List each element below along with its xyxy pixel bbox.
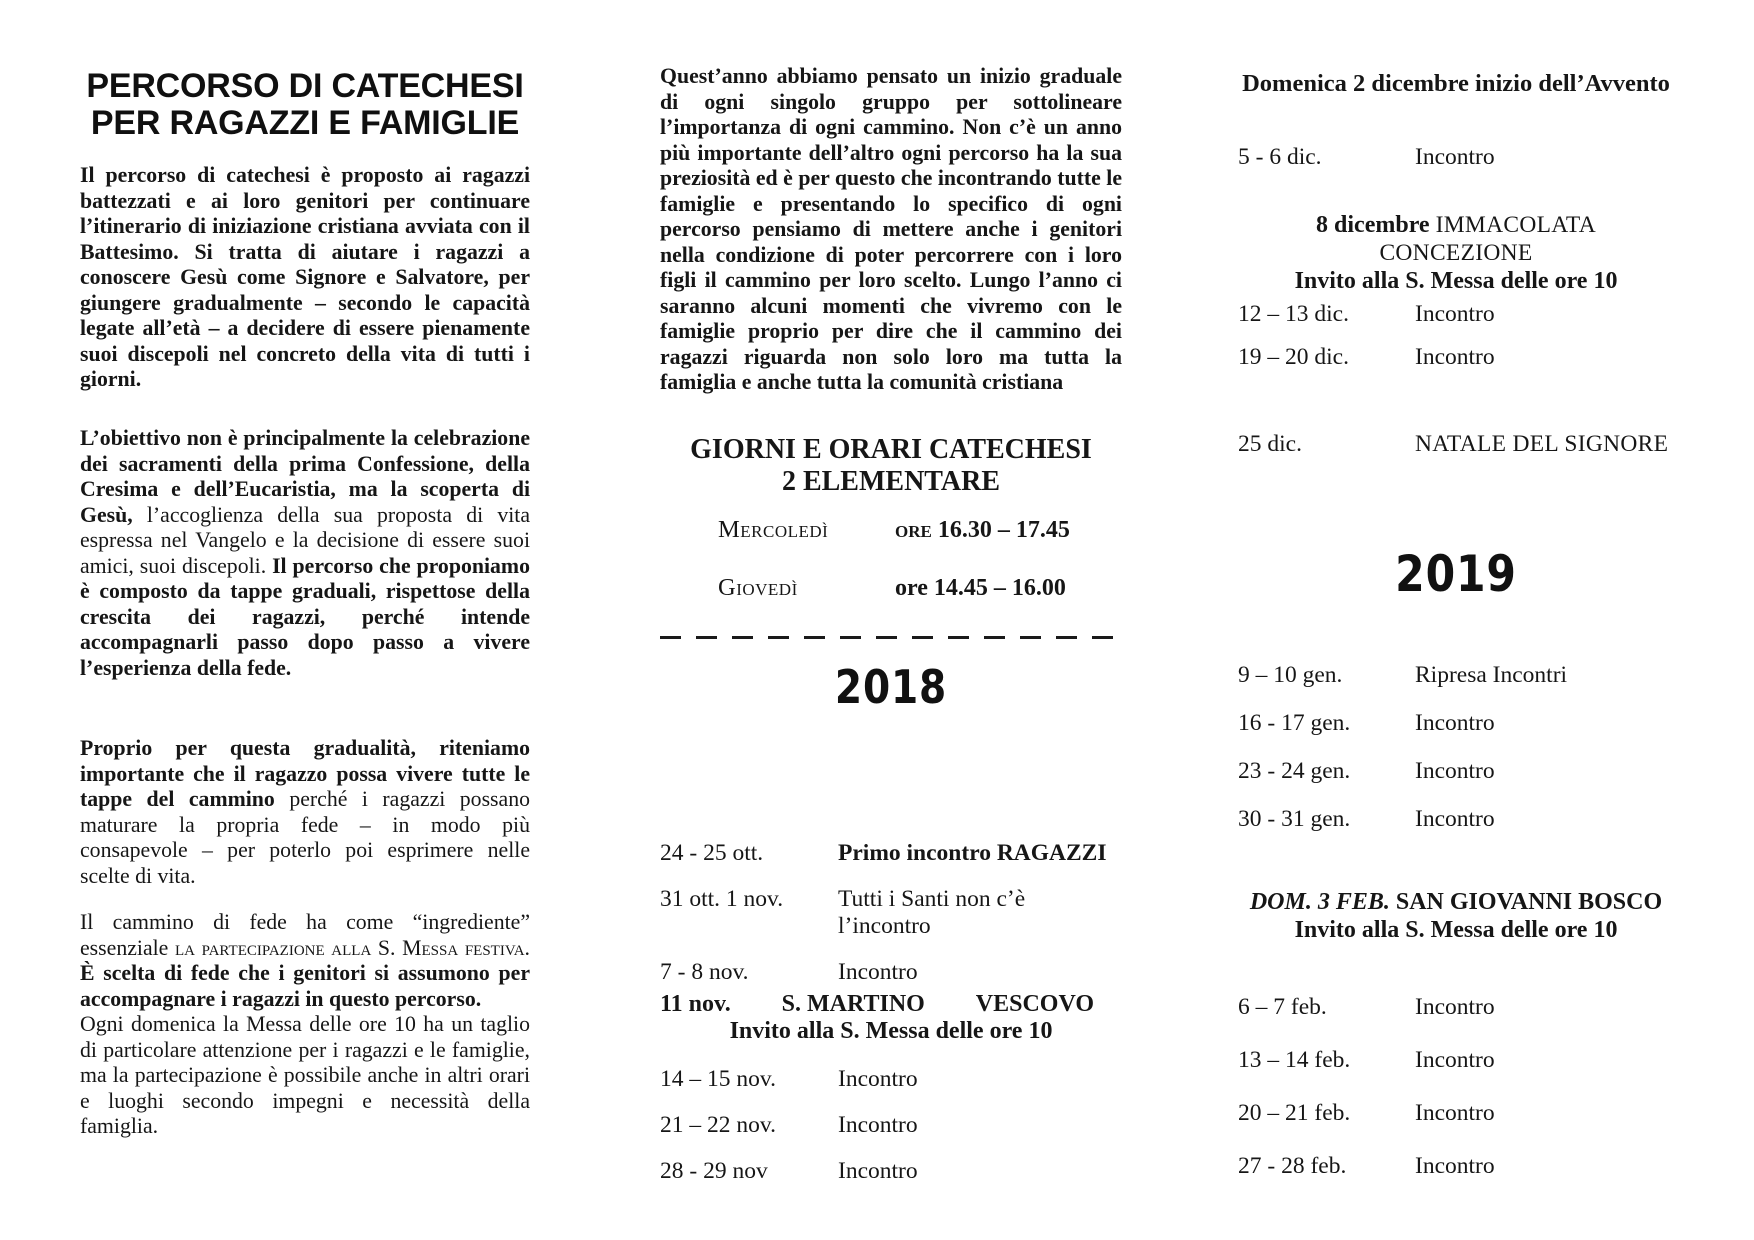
event-date: 30 - 31 gen. bbox=[1238, 806, 1351, 832]
event-row bbox=[660, 886, 1122, 940]
feast-bosco-name: SAN GIOVANNI BOSCO bbox=[1389, 889, 1663, 915]
christmas-row-block bbox=[1238, 431, 1674, 458]
paragraph-cammino-regular: Il cammino di fede ha come “ingrediente” essenziale bbox=[80, 910, 530, 960]
feast-bosco-date: DOM. 3 FEB. bbox=[1249, 889, 1390, 915]
event-date: 25 dic. bbox=[1238, 431, 1302, 457]
paragraph-obiettivo-bold-2: Il percorso che proponiamo è composto da tappe graduali, rispettose della crescita dei ragazzi, perché intende accompagnarli passo dopo passo a vivere l’esperienza della fede. bbox=[80, 553, 530, 680]
schedule-heading-line-2: 2 ELEMENTARE bbox=[781, 466, 1001, 497]
paragraph-percorso: Il percorso di catechesi è proposto ai ragazzi battezzati e ai loro genitori per continuare l’itinerario di iniziazione cristiana avviata con il Battesimo. Si tratta di aiutare i ragazzi a conoscere Gesù come Signore e Salvatore, per giungere gradualmente – secondo le capacità legate all’età – a decidere di essere pienamente suoi discepoli nel concreto della vita di tutti i giorni. bbox=[80, 163, 530, 391]
schedule-ore-label-1: ore bbox=[895, 517, 932, 543]
event-row bbox=[660, 1112, 1122, 1139]
schedule-heading bbox=[660, 434, 1122, 498]
paragraph-gradualita-regular: perché i ragazzi possano maturare la propria fede – in modo più consapevole – per poterlo poi esprimere nelle scelte di vita. bbox=[80, 787, 531, 888]
paragraph-messa-smallcaps: la partecipazione alla S. Messa festiva. bbox=[175, 935, 531, 960]
event-date: 13 – 14 feb. bbox=[1238, 1047, 1351, 1073]
events-february bbox=[1238, 994, 1674, 1206]
christmas-label: NATALE DEL SIGNORE bbox=[1415, 431, 1669, 457]
event-label: Incontro bbox=[1415, 1153, 1495, 1179]
event-row bbox=[1238, 344, 1674, 371]
events-december-first bbox=[1238, 144, 1674, 171]
event-row bbox=[1238, 1100, 1674, 1127]
event-row bbox=[660, 840, 1122, 867]
paragraph-cammino-fede bbox=[80, 910, 530, 1012]
events-2018-october-november bbox=[660, 840, 1122, 1005]
event-date: 31 ott. 1 nov. bbox=[660, 886, 784, 912]
paragraph-obiettivo bbox=[80, 426, 530, 681]
advent-heading: Domenica 2 dicembre inizio dell’Avvento bbox=[1242, 70, 1670, 97]
event-date: 28 - 29 nov bbox=[660, 1158, 768, 1184]
feast-name-part-2: VESCOVO bbox=[975, 991, 1094, 1017]
event-row bbox=[1238, 758, 1674, 785]
event-row bbox=[1238, 144, 1674, 171]
event-date: 16 - 17 gen. bbox=[1238, 710, 1351, 736]
event-label: Incontro bbox=[1415, 144, 1495, 170]
event-date: 12 – 13 dic. bbox=[1238, 301, 1349, 327]
page-title bbox=[80, 68, 530, 142]
schedule-time-mercoledi bbox=[895, 517, 1070, 544]
paragraph-scelta-bold: È scelta di fede che i genitori si assumono per accompagnare i ragazzi in questo percorso. bbox=[80, 961, 530, 1011]
feast-immacolata-name: IMMACOLATA CONCEZIONE bbox=[1379, 212, 1596, 266]
schedule-row-mercoledi bbox=[660, 516, 1180, 544]
event-date: 23 - 24 gen. bbox=[1238, 758, 1351, 784]
year-2019: 2019 bbox=[1395, 545, 1517, 603]
event-label: Incontro bbox=[1415, 1047, 1495, 1073]
paragraph-obiettivo-regular: l’accoglienza della sua proposta di vita espressa nel Vangelo e la decisione di essere suoi amici, suoi discepoli. bbox=[80, 502, 530, 578]
event-label: Tutti i Santi non c’è l’incontro bbox=[838, 886, 1026, 939]
schedule-time-giovedi bbox=[895, 575, 1066, 602]
event-label: Incontro bbox=[1415, 710, 1495, 736]
event-row bbox=[1238, 1047, 1674, 1074]
event-row bbox=[1238, 301, 1674, 328]
event-row bbox=[1238, 1153, 1674, 1180]
event-label: Incontro bbox=[838, 959, 918, 985]
paragraph-domenica: Ogni domenica la Messa delle ore 10 ha un taglio di particolare attenzione per i ragazzi e le famiglie, ma la partecipazione è possibile anche in altri orari e luoghi secondo impegni e necessità della famiglia. bbox=[80, 1012, 530, 1138]
middle-column bbox=[660, 0, 1122, 1240]
event-label: Ripresa Incontri bbox=[1415, 662, 1568, 688]
event-date: 7 - 8 nov. bbox=[660, 959, 749, 985]
feast-immacolata-line-1 bbox=[1238, 211, 1674, 267]
feast-immacolata-invito: Invito alla S. Messa delle ore 10 bbox=[1294, 268, 1618, 294]
event-date: 20 – 21 feb. bbox=[1238, 1100, 1351, 1126]
paragraph-messa-block bbox=[80, 910, 530, 1140]
events-january bbox=[1238, 662, 1674, 854]
feast-name-part-1: S. MARTINO bbox=[781, 991, 925, 1017]
event-row bbox=[1238, 662, 1674, 689]
schedule-ore-label-2: ore bbox=[895, 575, 928, 601]
feast-san-martino bbox=[660, 991, 1122, 1045]
event-label: Incontro bbox=[838, 1066, 918, 1092]
right-column bbox=[1238, 0, 1674, 1240]
events-december bbox=[1238, 301, 1674, 387]
event-label: Incontro bbox=[1415, 301, 1495, 327]
event-label: Incontro bbox=[838, 1112, 918, 1138]
event-label: Incontro bbox=[838, 1158, 918, 1184]
event-date: 24 - 25 ott. bbox=[660, 840, 764, 866]
paragraph-gradualita-bold: Proprio per questa gradualità, riteniamo importante che il ragazzo possa vivere tutte le tappe del cammino bbox=[80, 736, 530, 811]
christmas-row bbox=[1238, 431, 1674, 458]
schedule-row-giovedi bbox=[660, 574, 1180, 602]
event-label: Incontro bbox=[1415, 994, 1495, 1020]
paragraph-gradualita bbox=[80, 736, 530, 889]
event-label: Incontro bbox=[1415, 758, 1495, 784]
event-date: 14 – 15 nov. bbox=[660, 1066, 776, 1092]
event-label: Incontro bbox=[1415, 344, 1495, 370]
paragraph-obiettivo-bold-1: L’obiettivo non è principalmente la celebrazione dei sacramenti della prima Confessione, della Cresima e dell’Eucaristia, ma la scoperta di Gesù, bbox=[80, 426, 530, 527]
event-label: Incontro bbox=[1415, 1100, 1495, 1126]
schedule-hours-2: 14.45 – 16.00 bbox=[933, 575, 1066, 601]
event-row bbox=[660, 1158, 1122, 1185]
feast-immacolata bbox=[1238, 211, 1674, 295]
title-line-1: PERCORSO DI CATECHESI bbox=[86, 67, 524, 105]
event-date: 9 – 10 gen. bbox=[1238, 662, 1343, 688]
fold-divider-dashed-line bbox=[660, 636, 1122, 639]
schedule-heading-line-1: GIORNI E ORARI CATECHESI bbox=[690, 434, 1092, 465]
event-date: 19 – 20 dic. bbox=[1238, 344, 1349, 370]
event-date: 6 – 7 feb. bbox=[1238, 994, 1327, 1020]
events-2018-november bbox=[660, 1066, 1122, 1204]
event-row bbox=[1238, 710, 1674, 737]
feast-bosco-invito: Invito alla S. Messa delle ore 10 bbox=[1294, 917, 1618, 943]
event-row bbox=[1238, 806, 1674, 833]
event-date: 27 - 28 feb. bbox=[1238, 1153, 1347, 1179]
feast-immacolata-date: 8 dicembre bbox=[1316, 212, 1436, 238]
feast-bosco-line-1 bbox=[1238, 888, 1674, 916]
event-label: Primo incontro RAGAZZI bbox=[838, 840, 1107, 866]
feast-san-martino-invito: Invito alla S. Messa delle ore 10 bbox=[729, 1018, 1053, 1044]
event-date: 5 - 6 dic. bbox=[1238, 144, 1322, 170]
schedule-day-mercoledi: Mercoledì bbox=[718, 516, 829, 543]
feast-date: 11 nov. bbox=[660, 991, 731, 1017]
title-line-2: PER RAGAZZI E FAMIGLIE bbox=[90, 104, 520, 142]
event-row bbox=[660, 959, 1122, 986]
paragraph-quest-anno: Quest’anno abbiamo pensato un inizio graduale di ogni singolo gruppo per sottolineare l’importanza di ogni cammino. Non c’è un anno più importante dell’altro ogni percorso ha la sua preziosità ed è per questo che incontrando tutte le famiglie e presentando lo specifico di ogni percorso pensiamo di mettere anche i genitori nella condizione di poter percorrere con i loro figli il cammino per loro scelto. Lungo l’anno ci saranno alcuni momenti che vivremo con le famiglie proprio per dire che il cammino dei ragazzi riguarda non solo loro ma tutta la famiglia e anche tutta la comunità cristiana bbox=[660, 64, 1122, 394]
event-date: 21 – 22 nov. bbox=[660, 1112, 776, 1138]
event-row bbox=[1238, 994, 1674, 1021]
schedule-hours-1: 16.30 – 17.45 bbox=[937, 517, 1070, 543]
schedule-day-giovedi: Giovedì bbox=[718, 574, 798, 601]
left-column bbox=[80, 0, 530, 1240]
event-row bbox=[660, 1066, 1122, 1093]
event-label: Incontro bbox=[1415, 806, 1495, 832]
year-2018: 2018 bbox=[834, 660, 948, 714]
feast-san-martino-line-1 bbox=[660, 991, 1122, 1018]
feast-san-giovanni-bosco bbox=[1238, 888, 1674, 944]
